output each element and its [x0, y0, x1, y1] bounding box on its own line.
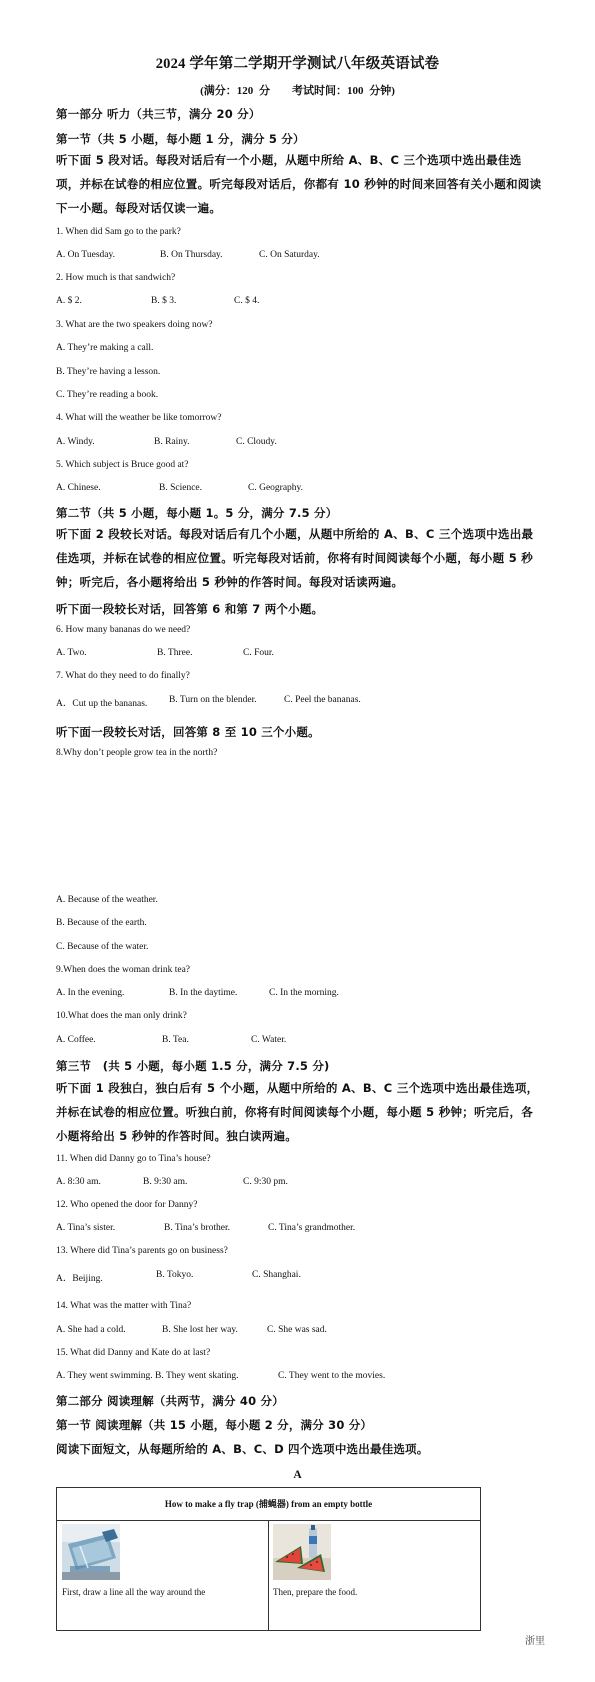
part1-sec2-instruction: 听下面 2 段较长对话。每段对话后有几个小题，从题中所给的 A、B、C 三个选项中选出最佳选项，并标在试卷的相应位置。听完每段对话前，你将有时间阅读每个小题，每小题 5 秒钟；听完后，各小题将给出 5 秒钟的作答时间。每段对话读两遍。: [56, 527, 534, 589]
part1-heading: 第一部分 听力（共三节，满分 20 分）: [56, 107, 261, 121]
option-c: C. They’re reading a book.: [56, 390, 159, 400]
option-a: A. She had a cold.: [56, 1325, 126, 1335]
part1-sec3-heading: 第三节 (共 5 小题，每小题 1.5 分，满分 7.5 分): [56, 1059, 330, 1073]
dialog-instruction-8-10: 听下面一段较长对话，回答第 8 至 10 三个小题。: [56, 725, 320, 739]
option-c: C. $ 4.: [234, 296, 260, 306]
option-a: A. On Tuesday.: [56, 250, 116, 260]
question-8: 8.Why don’t people grow tea in the north?: [56, 748, 218, 758]
options-7: [56, 695, 536, 709]
watermelon-photo: [273, 1524, 331, 1580]
option-a: A. 8:30 am.: [56, 1177, 101, 1187]
option-a: A. Windy.: [56, 437, 95, 447]
question-4: 4. What will the weather be like tomorrow?: [56, 413, 222, 423]
option-a: A. They’re making a call.: [56, 343, 154, 353]
table-title: How to make a fly trap (捕蝇器) from an empty bottle: [57, 1488, 480, 1521]
option-a: A. Because of the weather.: [56, 895, 158, 905]
exam-subtitle: (满分：120 分 考试时间：100 分钟): [200, 85, 395, 97]
option-a: A. Tina’s sister.: [56, 1223, 116, 1233]
question-1: 1. When did Sam go to the park?: [56, 227, 181, 237]
option-b: B. On Thursday.: [160, 250, 223, 260]
part1-sec3-instruction: 听下面 1 段独白，独白后有 5 个小题，从题中所给的 A、B、C 三个选项中选出最佳选项，并标在试卷的相应位置。听独白前，你将有时间阅读每个小题，每小题 5 秒钟；听完后，各小题将给出 5 秒钟的作答时间。独白读两遍。: [56, 1081, 539, 1143]
reading-instruction: 阅读下面短文，从每题所给的 A、B、C、D 四个选项中选出最佳选项。: [56, 1442, 429, 1456]
options-12: [56, 1223, 536, 1237]
option-b: B. She lost her way.: [162, 1325, 238, 1335]
question-3: 3. What are the two speakers doing now?: [56, 320, 213, 330]
passage-label: A: [293, 1469, 302, 1481]
option-a: A．Cut up the bananas.: [56, 699, 148, 709]
option-c: C. Geography.: [248, 483, 304, 493]
right-caption: Then, prepare the food.: [273, 1587, 358, 1597]
option-b: B. Science.: [159, 483, 203, 493]
option-a: A. Coffee.: [56, 1035, 96, 1045]
part1-sec1-instruction: 听下面 5 段对话。每段对话后有一个小题，从题中所给 A、B、C 三个选项中选出最佳选项，并标在试卷的相应位置。听完每段对话后，你都有 10 秒钟的时间来回答有关小题和阅读下一小题。每段对话仅读一遍。: [56, 153, 542, 215]
options-10: [56, 1035, 536, 1049]
option-b: B. Three.: [157, 648, 193, 658]
part2-sec1-heading: 第一节 阅读理解（共 15 小题，每小题 2 分，满分 30 分）: [56, 1418, 373, 1432]
options-9: [56, 988, 536, 1002]
question-7: 7. What do they need to do finally?: [56, 671, 190, 681]
option-a-b: A. They went swimming. B. They went skating.: [56, 1371, 239, 1381]
option-a: A. Two.: [56, 648, 87, 658]
option-b: B. Turn on the blender.: [169, 695, 257, 705]
options-14: [56, 1325, 536, 1339]
options-13: [56, 1270, 536, 1284]
question-15: 15. What did Danny and Kate do at last?: [56, 1348, 211, 1358]
part1-sec1-heading: 第一节（共 5 小题，每小题 1 分，满分 5 分）: [56, 132, 305, 146]
option-c: C. She was sad.: [267, 1325, 327, 1335]
option-b: B. Because of the earth.: [56, 918, 147, 928]
part2-heading: 第二部分 阅读理解（共两节，满分 40 分）: [56, 1394, 284, 1408]
question-6: 6. How many bananas do we need?: [56, 625, 191, 635]
option-c: C. Shanghai.: [252, 1270, 301, 1280]
question-12: 12. Who opened the door for Danny?: [56, 1200, 198, 1210]
fly-trap-table: [56, 1487, 481, 1631]
option-a: A. In the evening.: [56, 988, 125, 998]
option-b: B. Tokyo.: [156, 1270, 194, 1280]
question-9: 9.When does the woman drink tea?: [56, 965, 191, 975]
options-5: [56, 483, 536, 497]
footer-watermark: 浙里: [525, 1636, 545, 1647]
part1-sec2-heading: 第二节（共 5 小题，每小题 1。5 分，满分 7.5 分）: [56, 506, 338, 520]
option-b: B. They’re having a lesson.: [56, 367, 161, 377]
options-2: [56, 296, 536, 310]
left-caption: First, draw a line all the way around the: [62, 1587, 206, 1597]
option-c: C. In the morning.: [269, 988, 339, 998]
bottle-photo: [62, 1524, 120, 1580]
option-b: B. Tina’s brother.: [164, 1223, 230, 1233]
option-b: B. Tea.: [162, 1035, 189, 1045]
dialog-instruction-6-7: 听下面一段较长对话，回答第 6 和第 7 两个小题。: [56, 602, 324, 616]
option-b: B. In the daytime.: [169, 988, 238, 998]
question-13: 13. Where did Tina’s parents go on business?: [56, 1246, 228, 1256]
options-6: [56, 648, 536, 662]
option-c: C. They went to the movies.: [278, 1371, 386, 1381]
table-divider: [268, 1520, 269, 1630]
option-c: C. Water.: [251, 1035, 287, 1045]
question-2: 2. How much is that sandwich?: [56, 273, 176, 283]
option-b: B. Rainy.: [154, 437, 190, 447]
question-10: 10.What does the man only drink?: [56, 1011, 187, 1021]
option-a: A．Beijing.: [56, 1274, 103, 1284]
option-c: C. On Saturday.: [259, 250, 320, 260]
question-14: 14. What was the matter with Tina?: [56, 1301, 192, 1311]
option-c: C. 9:30 pm.: [243, 1177, 288, 1187]
option-a: A. $ 2.: [56, 296, 82, 306]
option-c: C. Tina’s grandmother.: [268, 1223, 356, 1233]
option-b: B. 9:30 am.: [143, 1177, 188, 1187]
question-5: 5. Which subject is Bruce good at?: [56, 460, 189, 470]
options-4: [56, 437, 536, 451]
option-c: C. Cloudy.: [236, 437, 277, 447]
option-a: A. Chinese.: [56, 483, 101, 493]
option-b: B. $ 3.: [151, 296, 177, 306]
question-11: 11. When did Danny go to Tina’s house?: [56, 1154, 211, 1164]
options-15: [56, 1371, 536, 1385]
options-1: [56, 250, 536, 264]
option-c: C. Four.: [243, 648, 274, 658]
exam-title: 2024 学年第二学期开学测试八年级英语试卷: [155, 56, 440, 72]
options-11: [56, 1177, 536, 1191]
option-c: C. Peel the bananas.: [284, 695, 361, 705]
option-c: C. Because of the water.: [56, 942, 149, 952]
